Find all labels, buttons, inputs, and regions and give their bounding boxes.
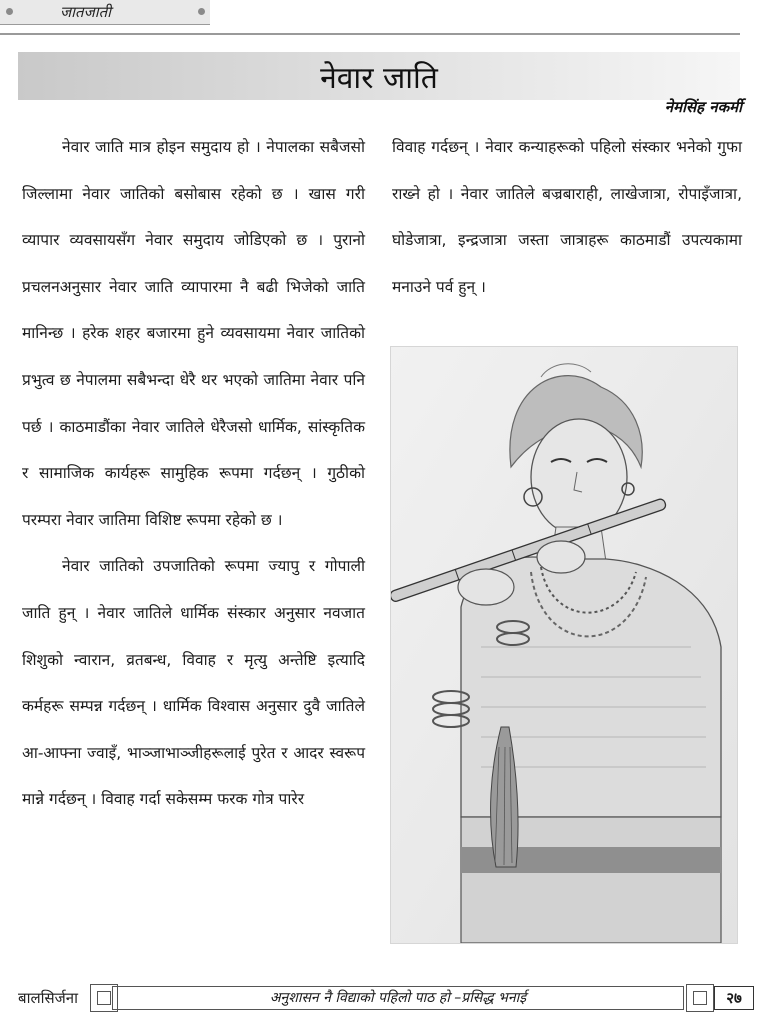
paragraph: नेवार जातिको उपजातिको रूपमा ज्यापु र गोपाली जाति हुन् । नेवार जातिले धार्मिक संस्कार अनुसार नवजात शिशुको न्वारान, व्रतबन्ध, विवाह र मृत्यु अन्तेष्टि इत्यादि कर्महरू सम्पन्न गर्दछन् । धार्मिक विश्वास अनुसार दुवै जातिले आ-आफ्ना ज्वाइँ, भाञ्जाभाञ्जीहरूलाई पुरेत र आदर स्वरूप मान्ने गर्दछन् । विवाह गर्दा सकेसम्म फरक गोत्र पारेर (22, 557, 365, 809)
page-footer (0, 980, 766, 1024)
title-banner (18, 52, 740, 100)
ornament-icon (686, 984, 714, 1012)
section-label: जातजाती (60, 3, 112, 21)
bullet-icon (6, 8, 13, 15)
footer-motto: अनुशासन नै विद्याको पहिलो पाठ हो –प्रसिद्ध भनाई (112, 986, 684, 1010)
section-header-tab (0, 0, 210, 25)
header-rule (0, 33, 740, 35)
page-number: २७ (714, 986, 754, 1010)
author-name: नेमसिंह नकर्मी (664, 98, 742, 116)
illustration (390, 346, 738, 944)
pencil-sketch-girl-playing-flute-icon (391, 347, 737, 943)
bullet-icon (198, 8, 205, 15)
paragraph: नेवार जाति मात्र होइन समुदाय हो । नेपालका सबैजसो जिल्लामा नेवार जातिको बसोबास रहेको छ । खास गरी व्यापार व्यवसायसँग नेवार समुदाय जोडिएको छ । पुरानो प्रचलनअनुसार नेवार जाति व्यापारमा नै बढी भिजेको जाति मानिन्छ । हरेक शहर बजारमा हुने व्यवसायमा नेवार जातिको प्रभुत्व छ नेपालमा सबैभन्दा धेरै थर भएको जातिमा नेवार पनि पर्छ । काठमाडौंका नेवार जातिले धेरैजसो धार्मिक, सांस्कृतिक र सामाजिक कार्यहरू सामुहिक रूपमा गर्दछन् । गुठीको परम्परा नेवार जातिमा विशिष्ट रूपमा रहेको छ । (22, 138, 365, 529)
right-text-column (392, 124, 742, 310)
page-title: नेवार जाति (320, 61, 438, 96)
left-text-column (22, 124, 365, 823)
paragraph: विवाह गर्दछन् । नेवार कन्याहरूको पहिलो संस्कार भनेको गुफा राख्ने हो । नेवार जातिले बज्रबाराही, लाखेजात्रा, रोपाइँजात्रा, घोडेजात्रा, इन्द्रजात्रा जस्ता जात्राहरू काठमाडौं उपत्यकामा मनाउने पर्व हुन् । (392, 138, 742, 296)
publication-name: बालसिर्जना (18, 989, 78, 1007)
